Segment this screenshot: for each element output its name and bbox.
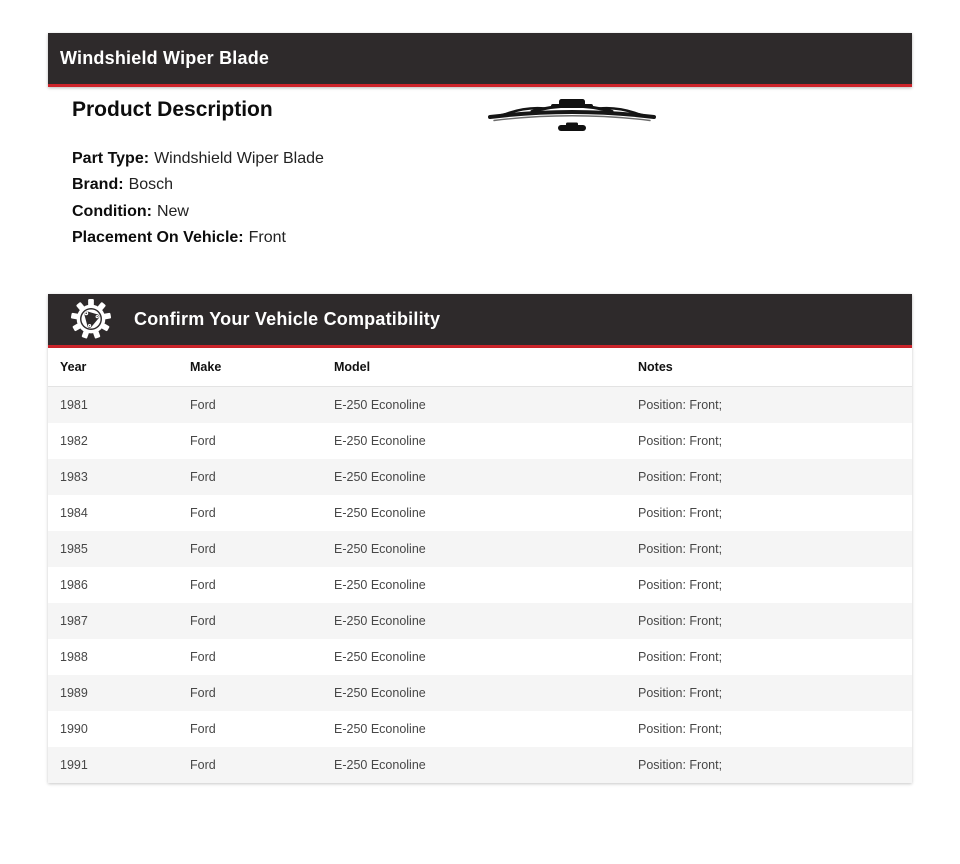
product-title: Windshield Wiper Blade — [60, 48, 270, 68]
model-cell: E-250 Econoline — [334, 613, 426, 628]
make-cell: Ford — [190, 685, 216, 700]
table-row — [48, 423, 912, 459]
compatibility-table — [48, 348, 912, 783]
notes-cell: Position: Front; — [638, 577, 723, 592]
notes-cell: Position: Front; — [638, 613, 723, 628]
model-cell: E-250 Econoline — [334, 649, 426, 664]
column-header-make: Make — [178, 348, 322, 387]
column-header-model: Model — [322, 348, 626, 387]
section-title-product-description: Product Description — [72, 98, 273, 121]
model-cell: E-250 Econoline — [334, 721, 426, 736]
year-cell: 1989 — [60, 685, 88, 700]
make-cell: Ford — [190, 577, 216, 592]
gear-engine-icon — [70, 298, 112, 340]
attribute-value: Bosch — [128, 176, 174, 194]
make-cell: Ford — [190, 541, 216, 556]
make-cell: Ford — [190, 433, 216, 448]
notes-cell: Position: Front; — [638, 541, 723, 556]
notes-cell: Position: Front; — [638, 685, 723, 700]
attribute-label: Part Type: — [72, 150, 150, 167]
make-cell: Ford — [190, 757, 216, 772]
model-cell: E-250 Econoline — [334, 685, 426, 700]
wiper-blade-image — [487, 93, 657, 133]
table-header-row — [48, 348, 912, 387]
table-row — [48, 603, 912, 639]
make-cell: Ford — [190, 613, 216, 628]
product-title-bar — [48, 33, 912, 87]
attribute-condition — [72, 199, 912, 225]
notes-cell: Position: Front; — [638, 721, 723, 736]
product-description-section — [48, 87, 912, 252]
model-cell: E-250 Econoline — [334, 397, 426, 412]
model-cell: E-250 Econoline — [334, 469, 426, 484]
notes-cell: Position: Front; — [638, 757, 723, 772]
table-row — [48, 711, 912, 747]
year-cell: 1987 — [60, 613, 88, 628]
compatibility-title-bar — [48, 294, 912, 348]
table-row — [48, 531, 912, 567]
notes-cell: Position: Front; — [638, 397, 723, 412]
year-cell: 1984 — [60, 505, 88, 520]
compatibility-title: Confirm Your Vehicle Compatibility — [134, 308, 441, 329]
make-cell: Ford — [190, 469, 216, 484]
table-row — [48, 675, 912, 711]
attribute-placement — [72, 225, 912, 251]
notes-cell: Position: Front; — [638, 433, 723, 448]
make-cell: Ford — [190, 505, 216, 520]
year-cell: 1991 — [60, 757, 88, 772]
year-cell: 1990 — [60, 721, 88, 736]
model-cell: E-250 Econoline — [334, 577, 426, 592]
year-cell: 1986 — [60, 577, 88, 592]
make-cell: Ford — [190, 397, 216, 412]
compatibility-table-card — [48, 348, 912, 783]
table-row — [48, 495, 912, 531]
notes-cell: Position: Front; — [638, 649, 723, 664]
notes-cell: Position: Front; — [638, 505, 723, 520]
year-cell: 1985 — [60, 541, 88, 556]
model-cell: E-250 Econoline — [334, 505, 426, 520]
table-row — [48, 747, 912, 783]
table-row — [48, 567, 912, 603]
table-row — [48, 639, 912, 675]
attribute-value: New — [156, 202, 189, 220]
make-cell: Ford — [190, 649, 216, 664]
year-cell: 1981 — [60, 397, 88, 412]
column-header-notes: Notes — [626, 348, 912, 387]
attribute-value: Front — [248, 229, 286, 247]
attribute-brand — [72, 172, 912, 198]
table-row — [48, 459, 912, 495]
model-cell: E-250 Econoline — [334, 541, 426, 556]
attribute-label: Placement On Vehicle: — [72, 229, 244, 247]
model-cell: E-250 Econoline — [334, 433, 426, 448]
model-cell: E-250 Econoline — [334, 757, 426, 772]
table-row — [48, 386, 912, 423]
make-cell: Ford — [190, 721, 216, 736]
column-header-year: Year — [48, 348, 178, 387]
year-cell: 1982 — [60, 433, 88, 448]
product-attributes — [72, 146, 912, 252]
attribute-value: Windshield Wiper Blade — [154, 150, 324, 167]
attribute-part-type — [72, 146, 912, 172]
attribute-label: Brand: — [72, 176, 124, 194]
year-cell: 1988 — [60, 649, 88, 664]
attribute-label: Condition: — [72, 202, 152, 220]
notes-cell: Position: Front; — [638, 469, 723, 484]
year-cell: 1983 — [60, 469, 88, 484]
